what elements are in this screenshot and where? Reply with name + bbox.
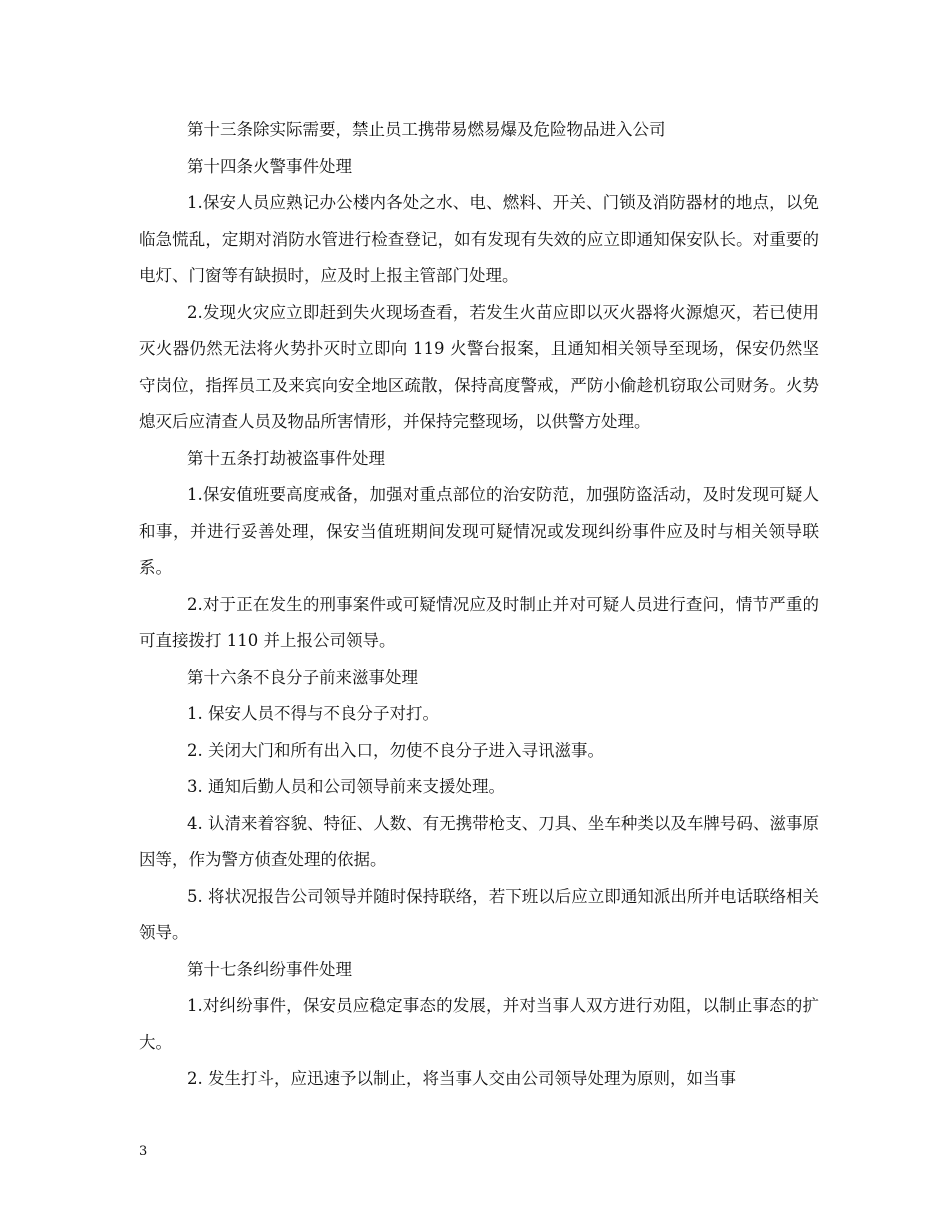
article-13-paragraph: 第十三条除实际需要，禁止员工携带易燃易爆及危险物品进入公司 [187, 120, 666, 139]
page-number: 3 [139, 1144, 148, 1159]
article-17-item-2: 2. 发生打斗，应迅速予以制止，将当事人交由公司领导处理为原则，如当事 [187, 1069, 736, 1088]
article-15-heading: 第十五条打劫被盗事件处理 [187, 448, 385, 468]
article-17-item-1: 1.对纠纷事件，保安员应稳定事态的发展，并对当事人双方进行劝阻，以制止事态的扩大。 [139, 996, 819, 1052]
article-16-item-1: 1. 保安人员不得与不良分子对打。 [187, 704, 439, 723]
article-16-heading: 第十六条不良分子前来滋事处理 [187, 667, 418, 687]
article-14-item-2: 2.发现火灾应立即赶到失火现场查看，若发生火苗应即以灭火器将火源熄灭，若已使用灭火器仍然无法将火势扑灭时立即向 119 火警台报案，且通知相关领导至现场，保安仍然坚守岗位，指挥员工及来宾向安全地区疏散，保持高度警戒，严防小偷趁机窃取公司财务。火势熄灭后应清查人员及物品所害情形，并保持完整现场，以供警方处理。 [139, 302, 819, 431]
article-16-item-3: 3. 通知后勤人员和公司领导前来支援处理。 [187, 777, 505, 796]
article-14-heading: 第十四条火警事件处理 [187, 156, 352, 176]
article-16-item-5: 5. 将状况报告公司领导并随时保持联络，若下班以后应立即通知派出所并电话联络相关领导。 [139, 886, 819, 942]
article-16-item-4: 4. 认清来着容貌、特征、人数、有无携带枪支、刀具、坐车种类以及车牌号码、滋事原因等，作为警方侦查处理的依据。 [139, 813, 819, 869]
article-15-item-1: 1.保安值班要高度戒备，加强对重点部位的治安防范，加强防盗活动，及时发现可疑人和事，并进行妥善处理，保安当值班期间发现可疑情况或发现纠纷事件应及时与相关领导联系。 [139, 485, 819, 577]
article-15-item-2: 2.对于正在发生的刑事案件或可疑情况应及时制止并对可疑人员进行查问，情节严重的可直接拨打 110 并上报公司领导。 [139, 594, 819, 650]
article-17-heading: 第十七条纠纷事件处理 [187, 959, 352, 979]
article-16-item-2: 2. 关闭大门和所有出入口，勿使不良分子进入寻讯滋事。 [187, 740, 604, 760]
article-14-item-1: 1.保安人员应熟记办公楼内各处之水、电、燃料、开关、门锁及消防器材的地点，以免临急慌乱，定期对消防水管进行检查登记，如有发现有失效的应立即通知保安队长。对重要的电灯、门窗等有缺损时，应及时上报主管部门处理。 [139, 193, 819, 285]
document-body [139, 112, 819, 1098]
